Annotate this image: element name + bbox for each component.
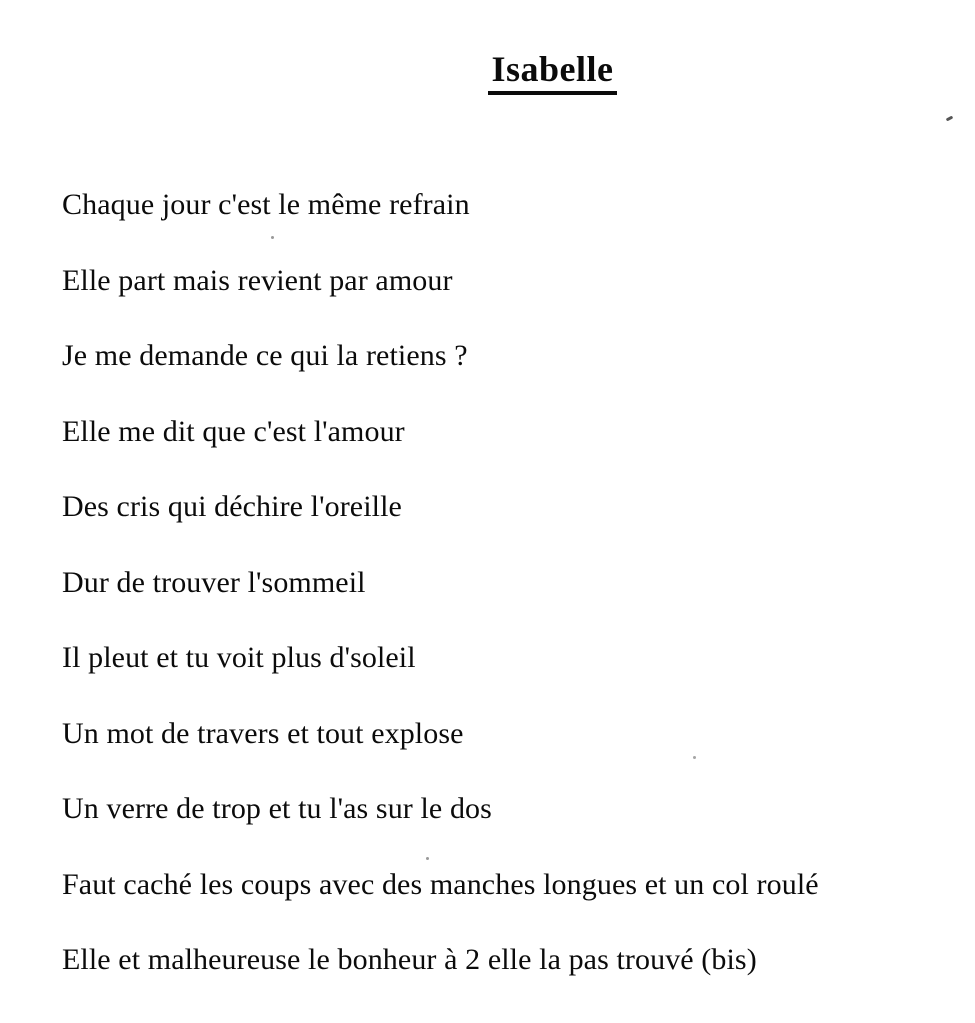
poem-line-4: Elle me dit que c'est l'amour bbox=[62, 414, 405, 448]
poem-line-9: Un verre de trop et tu l'as sur le dos bbox=[62, 792, 492, 825]
poem-line-5: Des cris qui déchire l'oreille bbox=[62, 490, 402, 523]
scan-speck bbox=[426, 857, 429, 860]
poem-line-7: Il pleut et tu voit plus d'soleil bbox=[62, 641, 416, 674]
scan-speck bbox=[946, 116, 954, 122]
scan-speck bbox=[271, 236, 274, 239]
poem-line-8: Un mot de travers et tout explose bbox=[62, 716, 464, 750]
poem-line-3: Je me demande ce qui la retiens ? bbox=[62, 339, 468, 372]
lyrics-body bbox=[62, 167, 955, 998]
poem-line-10: Faut caché les coups avec des manches longues et un col roulé bbox=[62, 867, 819, 901]
poem-line-11: Elle et malheureuse le bonheur à 2 elle la pas trouvé (bis) bbox=[62, 943, 757, 976]
page-title: Isabelle bbox=[488, 50, 616, 95]
poem-line-6: Dur de trouver l'sommeil bbox=[62, 565, 366, 599]
title-row bbox=[130, 50, 975, 95]
poem-line-2: Elle part mais revient par amour bbox=[62, 263, 453, 297]
scan-speck bbox=[693, 756, 696, 759]
poem-line-1: Chaque jour c'est le même refrain bbox=[62, 188, 470, 221]
